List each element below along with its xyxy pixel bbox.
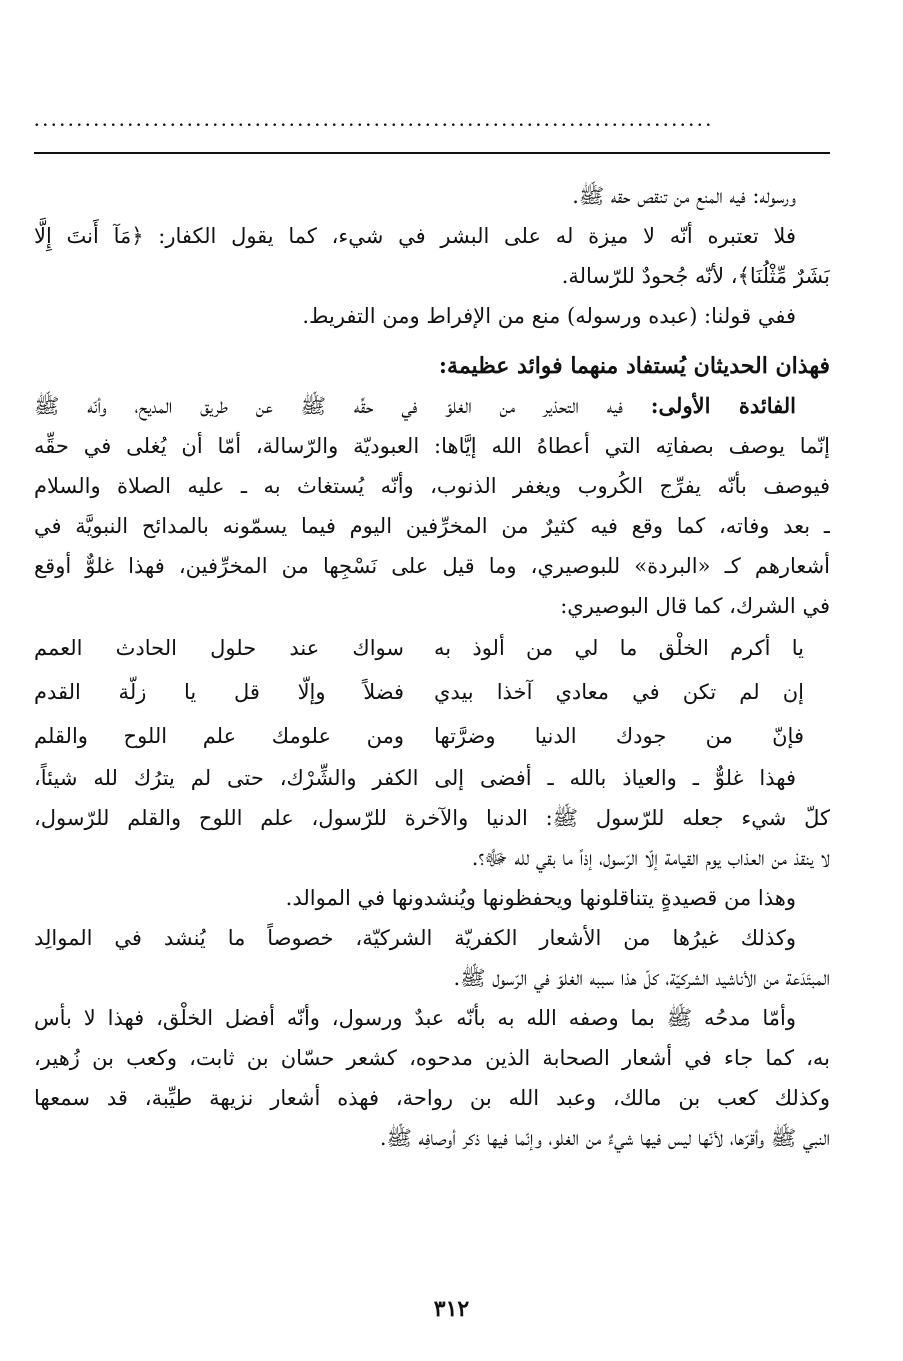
paragraph-4 bbox=[34, 386, 830, 626]
text-line: المبتَدَعة من الأناشيد الشركيّة، كلّ هذا سببه الغلوّ في الرّسول ﷺ. bbox=[453, 966, 830, 990]
text-line: ففي قولنا: (عبده ورسوله) منع من الإفراط ومن التفريط. bbox=[302, 304, 796, 328]
poem bbox=[34, 626, 830, 758]
poem-verse bbox=[34, 626, 830, 670]
text-line: فلا تعتبره أنّه لا ميزة له على البشر في شيء، كما يقول الكفار: ﴿مَآ أَنتَ إِلَّا bbox=[34, 224, 796, 248]
poem-hemistich: ومن علومك علم اللوح والقلم bbox=[34, 724, 404, 748]
text-line: وكذلك كعب بن مالك، وعبد الله بن رواحة، فهذه أشعار نزيهة طيِّبة، قد سمعها bbox=[34, 1086, 830, 1110]
lead-label: الفائدة الأولى: bbox=[650, 393, 796, 418]
paragraph-6 bbox=[34, 878, 830, 918]
poem-hemistich: يا أكرم الخلْق ما لي من ألوذ به bbox=[434, 636, 804, 660]
header-dots: ................................................................................ bbox=[34, 106, 714, 131]
poem-verse bbox=[34, 714, 830, 758]
poem-hemistich: فإنّ من جودك الدنيا وضرَّتها bbox=[434, 724, 804, 748]
text-line: كلّ شيء جعله للرّسول ﷺ: الدنيا والآخرة للرّسول، علم اللوح والقلم للرّسول، bbox=[34, 806, 830, 830]
text-line: ورسوله: فيه المنع من تنقص حقه ﷺ. bbox=[572, 184, 796, 208]
text-line: وهذا من قصيدةٍ يتناقلونها ويحفظونها ويُنشدونها في الموالد. bbox=[285, 886, 796, 910]
section-heading: فهذان الحديثان يُستفاد منهما فوائد عظيمة: bbox=[438, 353, 830, 379]
text-line bbox=[34, 386, 830, 426]
paragraph-8 bbox=[34, 998, 830, 1158]
paragraph-7 bbox=[34, 918, 830, 998]
text-line: وكذلك غيرُها من الأشعار الكفريّة الشركيّة، خصوصاً ما يُنشد في الموالِد bbox=[34, 926, 796, 950]
page-body bbox=[34, 176, 830, 1158]
paragraph-1 bbox=[34, 176, 830, 216]
text-line: ـ بعد وفاته، كما وقع فيه كثيرٌ من المخرِّفين اليوم فيما يسمّونه بالمدائح النبويَّة في bbox=[34, 514, 830, 538]
text-line: وأمّا مدحُه ﷺ بما وصفه الله به بأنّه عبدٌ ورسول، وأنّه أفضل الخلْق، فهذا لا بأس bbox=[34, 1006, 796, 1030]
paragraph-2 bbox=[34, 216, 830, 296]
paragraph-3 bbox=[34, 296, 830, 336]
paragraph-5 bbox=[34, 758, 830, 878]
text-run: فيه التحذير من الغلوّ في حقِّه ﷺ عن طريق المديح، وأنّه ﷺ bbox=[34, 394, 623, 418]
poem-hemistich: سواك عند حلول الحادث العمم bbox=[34, 636, 404, 660]
text-line: به، كما جاء في أشعار الصحابة الذين مدحوه، كشعر حسّان بن ثابت، وكعب بن زُهير، bbox=[34, 1046, 830, 1070]
text-line: فهذا غلوٌّ ـ والعياذ بالله ـ أفضى إلى الكفر والشِّرْك، حتى لم يترُك لله شيئاً، bbox=[34, 766, 796, 790]
page-number: ٣١٢ bbox=[433, 1296, 470, 1322]
text-line: النبي ﷺ وأقرّها، لأنّها ليس فيها شيءٌ من الغلو، وإنّما فيها ذكر أوصافِه ﷺ. bbox=[379, 1126, 830, 1150]
text-line: إنّما يوصف بصفاتِه التي أعطاهُ الله إيَّاها: العبوديّة والرّسالة، أمّا أن يُغلى في حقِّه bbox=[34, 434, 830, 458]
text-line: فيوصف بأنّه يفرِّج الكُروب ويغفر الذنوب، وأنّه يُستغاث به ـ عليه الصلاة والسلام bbox=[34, 474, 830, 498]
text-line: أشعارهم كـ «البردة» للبوصيري، وما قيل على نَسْجِها من المخرِّفين، فهذا غلوٌّ أوقع bbox=[34, 554, 830, 578]
text-line: لا ينقذ من العذاب يوم القيامة إلّا الرّسول، إذاً ما بقي لله ﷻ؟. bbox=[471, 846, 830, 870]
text-line: في الشرك، كما قال البوصيري: bbox=[560, 594, 830, 618]
poem-verse bbox=[34, 670, 830, 714]
poem-hemistich: فضلاً وإلّا قل يا زلّة القدم bbox=[34, 680, 404, 704]
header-rule bbox=[34, 152, 830, 154]
poem-hemistich: إن لم تكن في معادي آخذا بيدي bbox=[434, 680, 804, 704]
text-line: بَشَرٌ مِّثْلُنَا﴾، لأنّه جُحودٌ للرّسالة. bbox=[561, 264, 830, 288]
